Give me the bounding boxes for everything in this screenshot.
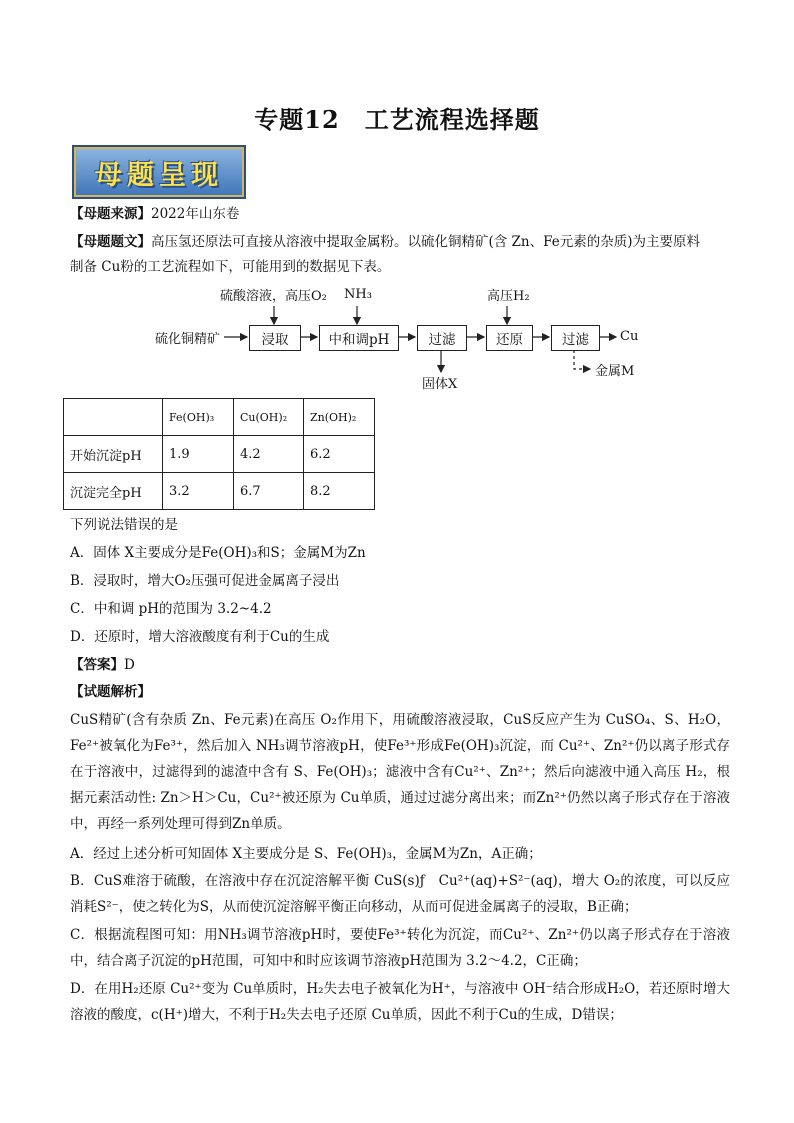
question-line-1 [70,231,730,253]
table-cell: 开始沉淀pH [64,436,163,473]
flow-reagent-1: 硫酸溶液，高压O₂ [220,289,327,304]
page-title: 专题12 工艺流程选择题 [254,105,540,134]
table-row [64,436,375,473]
badge-label: 母题呈现 [95,159,223,191]
analysis-label: 【试题解析】 [70,684,151,700]
source-label: 【母题来源】 [70,206,151,222]
flow-metal: 金属M [595,364,635,379]
table-cell: 6.2 [304,436,375,473]
analysis-paragraph-a: A．经过上述分析可知固体 X主要成分是 S、Fe(OH)₃，金属M为Zn，A正确； [70,846,542,862]
table-cell: 沉淀完全pH [64,473,163,510]
step-neutralize: 中和调pH [319,325,399,351]
arrow-metal [574,350,590,369]
question-label: 【母题题文】 [70,234,151,250]
question-prompt: 下列说法错误的是 [70,517,178,533]
table-header-cell [64,399,163,436]
table-cell: 8.2 [304,473,375,510]
flow-input: 硫化铜精矿 [155,332,221,347]
option-c: C．中和调 pH的范围为 3.2~4.2 [70,601,272,617]
answer-line [70,654,730,676]
flow-product: Cu [620,329,639,344]
ph-table [63,398,375,510]
table-header-cell: Zn(OH)₂ [304,399,375,436]
step-reduce: 还原 [486,325,533,351]
step-leach: 浸取 [249,325,301,351]
analysis-paragraph-d: D．在用H₂还原 Cu²⁺变为 Cu单质时，H₂失去电子被氧化为H⁺，与溶液中 OH⁻结合形成H₂O，若还原时增大溶液的酸度，c(H⁺)增大，不利于H₂失去电子还原 Cu单质，因此不利于Cu的生成，D错误； [70,981,730,1023]
source-line [70,203,730,225]
analysis-paragraph-1: CuS精矿(含有杂质 Zn、Fe元素)在高压 O₂作用下，用硫酸溶液浸取，CuS反应产生为 CuSO₄、S、H₂O，Fe²⁺被氧化为Fe³⁺，然后加入 NH₃调节溶液pH，使Fe³⁺形成Fe(OH)₃沉淀，而 Cu²⁺、Zn²⁺仍以离子形式存在于溶液中，过滤得到的滤渣中含有 S、Fe(OH)₃；滤液中含有Cu²⁺、Zn²⁺；然后向滤液中通入高压 H₂，根据元素活动性: Zn＞H＞Cu，Cu²⁺被还原为 Cu单质，通过过滤分离出来；而Zn²⁺仍然以离子形式存在于溶液中，再经一系列处理可得到Zn单质。 [70,712,730,832]
analysis-paragraph-b: B．CuS难溶于硫酸，在溶液中存在沉淀溶解平衡 CuS(s)ƒ Cu²⁺(aq)+S²⁻(aq)，增大 O₂的浓度，可以反应消耗S²⁻，使之转化为S，从而使沉淀溶解平衡正向移动，从而可促进金属离子的浸取，B正确； [70,873,730,915]
flow-solid: 固体X [422,377,458,392]
table-header-cell: Cu(OH)₂ [234,399,304,436]
source-text: 2022年山东卷 [151,206,240,222]
table-cell: 3.2 [163,473,234,510]
question-line-2: 制备 Cu粉的工艺流程如下，可能用到的数据见下表。 [70,259,391,275]
table-header-row [64,399,375,436]
section-badge [72,145,246,199]
table-cell: 6.7 [234,473,304,510]
table-cell: 1.9 [163,436,234,473]
flow-reagent-2: NH₃ [344,287,372,302]
step-filter-1: 过滤 [417,325,467,351]
question-text-1: 高压氢还原法可直接从溶液中提取金属粉。以硫化铜精矿(含 Zn、Fe元素的杂质)为主要原料 [151,234,701,250]
answer-value: D [124,657,135,673]
option-b: B．浸取时，增大O₂压强可促进金属离子浸出 [70,573,340,589]
answer-label: 【答案】 [70,657,124,673]
table-row [64,473,375,510]
step-filter-2: 过滤 [551,325,600,351]
flow-reagent-3: 高压H₂ [487,289,530,304]
option-a: A．固体 X主要成分是Fe(OH)₃和S；金属M为Zn [70,545,366,561]
table-cell: 4.2 [234,436,304,473]
table-header-cell: Fe(OH)₃ [163,399,234,436]
analysis-paragraph-c: C．根据流程图可知：用NH₃调节溶液pH时，要使Fe³⁺转化为沉淀，而Cu²⁺、Zn²⁺仍以离子形式存在于溶液中，结合离子沉淀的pH范围，可知中和时应该调节溶液pH范围为 3.2～4.2，C正确； [70,927,730,969]
option-d: D．还原时，增大溶液酸度有利于Cu的生成 [70,629,330,645]
